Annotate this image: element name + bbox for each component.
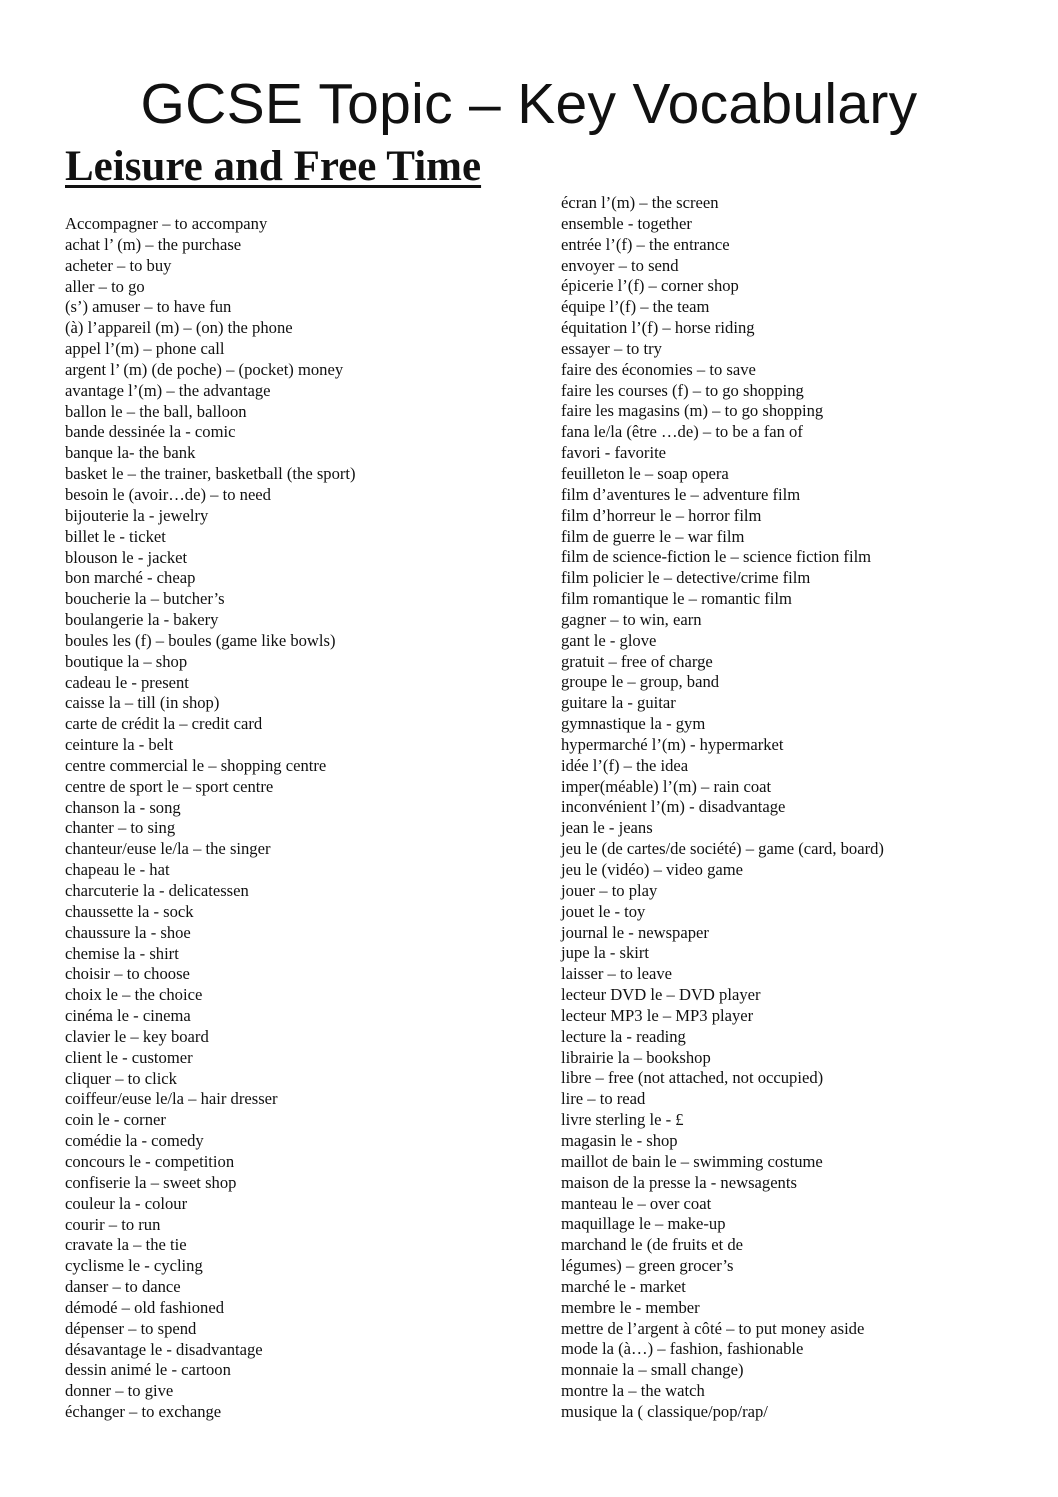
vocabulary-entry: besoin le (avoir…de) – to need bbox=[65, 484, 271, 504]
vocabulary-entry: hypermarché l’(m) - hypermarket bbox=[561, 734, 784, 754]
vocabulary-entry: faire les courses (f) – to go shopping bbox=[561, 380, 804, 400]
document-title: GCSE Topic – Key Vocabulary bbox=[140, 72, 918, 136]
vocabulary-list-left bbox=[65, 214, 356, 1423]
vocabulary-entry: centre de sport le – sport centre bbox=[65, 776, 274, 796]
vocabulary-entry: maquillage le – make-up bbox=[561, 1214, 726, 1234]
vocabulary-entry: carte de crédit la – credit card bbox=[65, 714, 263, 734]
vocabulary-entry: gymnastique la - gym bbox=[561, 714, 706, 734]
vocabulary-entry: chapeau le - hat bbox=[65, 860, 170, 880]
vocabulary-entry: marchand le (de fruits et de bbox=[561, 1235, 743, 1255]
vocabulary-entry: mode la (à…) – fashion, fashionable bbox=[561, 1339, 804, 1359]
vocabulary-entry: danser – to dance bbox=[65, 1277, 181, 1297]
vocabulary-entry: argent l’ (m) (de poche) – (pocket) money bbox=[65, 359, 344, 379]
vocabulary-entry: boucherie la – butcher’s bbox=[65, 589, 225, 609]
vocabulary-entry: caisse la – till (in shop) bbox=[65, 693, 220, 713]
vocabulary-entry: acheter – to buy bbox=[65, 255, 172, 275]
vocabulary-entry: clavier le – key board bbox=[65, 1026, 209, 1046]
vocabulary-entry: cadeau le - present bbox=[65, 672, 189, 692]
vocabulary-entry: bijouterie la - jewelry bbox=[65, 505, 209, 525]
vocabulary-entry: aller – to go bbox=[65, 276, 145, 296]
vocabulary-entry: essayer – to try bbox=[561, 338, 662, 358]
vocabulary-entry: Accompagner – to accompany bbox=[65, 214, 268, 233]
vocabulary-entry: épicerie l’(f) – corner shop bbox=[561, 276, 739, 296]
vocabulary-entry: démodé – old fashioned bbox=[65, 1297, 224, 1317]
vocabulary-entry: journal le - newspaper bbox=[561, 922, 709, 942]
vocabulary-entry: dépenser – to spend bbox=[65, 1318, 197, 1338]
vocabulary-entry: libre – free (not attached, not occupied) bbox=[561, 1068, 824, 1088]
vocabulary-entry: fana le/la (être …de) – to be a fan of bbox=[561, 422, 803, 442]
vocabulary-entry: équipe l’(f) – the team bbox=[561, 297, 710, 317]
vocabulary-entry: comédie la - comedy bbox=[65, 1131, 204, 1151]
vocabulary-entry: légumes) – green grocer’s bbox=[561, 1256, 734, 1276]
vocabulary-entry: centre commercial le – shopping centre bbox=[65, 755, 327, 775]
vocabulary-entry: manteau le – over coat bbox=[561, 1193, 712, 1213]
vocabulary-entry: chaussette la - sock bbox=[65, 901, 194, 921]
vocabulary-entry: gratuit – free of charge bbox=[561, 651, 713, 671]
vocabulary-entry: film d’horreur le – horror film bbox=[561, 505, 762, 525]
vocabulary-entry: ceinture la - belt bbox=[65, 735, 174, 755]
vocabulary-entry: jouet le - toy bbox=[561, 901, 646, 921]
vocabulary-entry: gagner – to win, earn bbox=[561, 609, 702, 629]
vocabulary-entry: boules les (f) – boules (game like bowls) bbox=[65, 630, 336, 650]
vocabulary-entry: jeu le (vidéo) – video game bbox=[561, 860, 744, 879]
vocabulary-entry: envoyer – to send bbox=[561, 255, 679, 275]
vocabulary-entry: billet le - ticket bbox=[65, 526, 166, 546]
vocabulary-entry: lecture la - reading bbox=[561, 1026, 686, 1046]
vocabulary-entry: avantage l’(m) – the advantage bbox=[65, 380, 271, 400]
vocabulary-entry: banque la- the bank bbox=[65, 443, 196, 463]
vocabulary-entry: marché le - market bbox=[561, 1276, 686, 1296]
vocabulary-entry: jupe la - skirt bbox=[561, 943, 650, 963]
vocabulary-entry: gant le - glove bbox=[561, 630, 657, 650]
vocabulary-entry: dessin animé le - cartoon bbox=[65, 1360, 231, 1380]
vocabulary-entry: chaussure la - shoe bbox=[65, 922, 191, 942]
vocabulary-entry: ensemble - together bbox=[561, 213, 692, 233]
vocabulary-entry: lecteur DVD le – DVD player bbox=[561, 985, 761, 1005]
vocabulary-entry: bande dessinée la - comic bbox=[65, 422, 236, 442]
vocabulary-entry: blouson le - jacket bbox=[65, 547, 188, 567]
vocabulary-entry: lire – to read bbox=[561, 1089, 646, 1109]
vocabulary-entry: chanson la - song bbox=[65, 797, 181, 817]
vocabulary-entry: cliquer – to click bbox=[65, 1068, 177, 1088]
vocabulary-entry: feuilleton le – soap opera bbox=[561, 463, 729, 483]
vocabulary-entry: ballon le – the ball, balloon bbox=[65, 401, 247, 421]
vocabulary-entry: faire des économies – to save bbox=[561, 359, 756, 379]
vocabulary-entry: coiffeur/euse le/la – hair dresser bbox=[65, 1089, 278, 1109]
vocabulary-entry: film romantique le – romantic film bbox=[561, 589, 792, 609]
vocabulary-entry: basket le – the trainer, basketball (the sport) bbox=[65, 464, 356, 484]
vocabulary-list-right bbox=[561, 193, 884, 1423]
vocabulary-entry: (à) l’appareil (m) – (on) the phone bbox=[65, 318, 293, 338]
vocabulary-entry: guitare la - guitar bbox=[561, 693, 676, 713]
vocabulary-entry: équitation l’(f) – horse riding bbox=[561, 318, 755, 338]
vocabulary-entry: charcuterie la - delicatessen bbox=[65, 881, 249, 900]
vocabulary-entry: chemise la - shirt bbox=[65, 943, 179, 963]
vocabulary-entry: inconvénient l’(m) - disadvantage bbox=[561, 797, 786, 817]
vocabulary-entry: entrée l’(f) – the entrance bbox=[561, 234, 730, 254]
vocabulary-entry: bon marché - cheap bbox=[65, 568, 196, 588]
vocabulary-entry: jean le - jeans bbox=[561, 818, 653, 838]
vocabulary-entry: magasin le - shop bbox=[561, 1130, 678, 1150]
vocabulary-entry: échanger – to exchange bbox=[65, 1402, 222, 1422]
vocabulary-entry: confiserie la – sweet shop bbox=[65, 1172, 237, 1192]
vocabulary-entry: désavantage le - disadvantage bbox=[65, 1339, 263, 1359]
topic-heading: Leisure and Free Time bbox=[65, 143, 482, 190]
vocabulary-entry: concours le - competition bbox=[65, 1151, 235, 1171]
vocabulary-entry: chanteur/euse le/la – the singer bbox=[65, 839, 271, 859]
vocabulary-entry: jeu le (de cartes/de société) – game (card, board) bbox=[561, 839, 884, 859]
vocabulary-entry: musique la ( classique/pop/rap/ bbox=[561, 1401, 768, 1421]
vocabulary-entry: film de guerre le – war film bbox=[561, 526, 745, 546]
vocabulary-entry: donner – to give bbox=[65, 1381, 174, 1401]
vocabulary-entry: montre la – the watch bbox=[561, 1381, 705, 1401]
vocabulary-entry: choisir – to choose bbox=[65, 964, 190, 984]
vocabulary-entry: coin le - corner bbox=[65, 1110, 166, 1130]
vocabulary-entry: client le - customer bbox=[65, 1047, 193, 1067]
vocabulary-entry: cinéma le - cinema bbox=[65, 1006, 191, 1026]
vocabulary-entry: librairie la – bookshop bbox=[561, 1047, 711, 1067]
vocabulary-entry: lecteur MP3 le – MP3 player bbox=[561, 1005, 754, 1025]
vocabulary-entry: appel l’(m) – phone call bbox=[65, 339, 225, 359]
vocabulary-entry: groupe le – group, band bbox=[561, 672, 720, 692]
vocabulary-entry: cyclisme le - cycling bbox=[65, 1256, 203, 1276]
vocabulary-entry: maillot de bain le – swimming costume bbox=[561, 1151, 823, 1171]
vocabulary-entry: boulangerie la - bakery bbox=[65, 610, 219, 630]
vocabulary-entry: boutique la – shop bbox=[65, 651, 188, 671]
vocabulary-entry: favori - favorite bbox=[561, 443, 667, 463]
vocabulary-entry: film d’aventures le – adventure film bbox=[561, 484, 801, 504]
vocabulary-entry: monnaie la – small change) bbox=[561, 1360, 744, 1380]
vocabulary-entry: courir – to run bbox=[65, 1214, 161, 1234]
vocabulary-entry: laisser – to leave bbox=[561, 964, 673, 984]
vocabulary-entry: film de science-fiction le – science fiction film bbox=[561, 547, 872, 567]
vocabulary-entry: achat l’ (m) – the purchase bbox=[65, 234, 242, 254]
vocabulary-entry: imper(méable) l’(m) – rain coat bbox=[561, 776, 772, 796]
vocabulary-entry: livre sterling le - £ bbox=[561, 1110, 684, 1130]
vocabulary-entry: couleur la - colour bbox=[65, 1193, 188, 1213]
vocabulary-entry: jouer – to play bbox=[561, 880, 658, 900]
vocabulary-entry: faire les magasins (m) – to go shopping bbox=[561, 401, 824, 421]
vocabulary-entry: mettre de l’argent à côté – to put money aside bbox=[561, 1318, 865, 1338]
vocabulary-entry: membre le - member bbox=[561, 1297, 700, 1317]
vocabulary-entry: cravate la – the tie bbox=[65, 1235, 187, 1255]
vocabulary-entry: chanter – to sing bbox=[65, 818, 176, 838]
vocabulary-entry: choix le – the choice bbox=[65, 985, 203, 1005]
vocabulary-entry: idée l’(f) – the idea bbox=[561, 755, 689, 775]
vocabulary-entry: écran l’(m) – the screen bbox=[561, 193, 719, 212]
vocabulary-entry: maison de la presse la - newsagents bbox=[561, 1172, 797, 1192]
vocabulary-entry: film policier le – detective/crime film bbox=[561, 568, 811, 588]
vocabulary-entry: (s’) amuser – to have fun bbox=[65, 297, 232, 317]
